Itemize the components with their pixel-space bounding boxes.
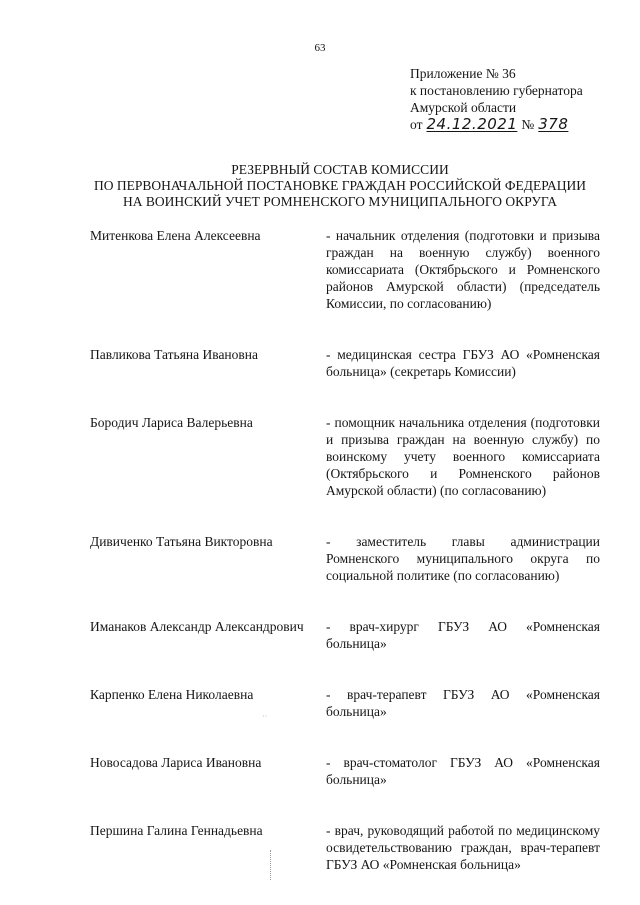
appendix-date-number (410, 116, 630, 133)
title-line-2: ПО ПЕРВОНАЧАЛЬНОЙ ПОСТАНОВКЕ ГРАЖДАН РОССИЙСКОЙ ФЕДЕРАЦИИ (93, 178, 587, 193)
member-role: - врач, руководящий работой по медицинскому освидетельствованию граждан, врач-терапевт ГБУЗ АО «Ромненская больница» (326, 823, 600, 872)
appendix-label: Приложение № 36 (410, 66, 516, 81)
member-role: - врач-хирург ГБУЗ АО «Ромненская больница» (326, 619, 600, 651)
member-row (90, 227, 600, 312)
member-name: Иманаков Александр Александрович (90, 619, 304, 634)
member-role: - помощник начальника отделения (подготовки и призыва граждан на военную службу) по воинскому учету военного комиссариата (Октябрьского и Ромненского районов Амурской области) (по согласованию) (326, 415, 600, 498)
member-row (90, 533, 600, 584)
scan-artifact (270, 850, 273, 880)
member-role: - начальник отделения (подготовки и призыва граждан на военную службу) военного комиссариата (Октябрьского и Ромненского районов Амурской области) (председатель Комиссии, по согласованию) (326, 228, 600, 311)
member-row (90, 618, 600, 652)
member-name: Новосадова Лариса Ивановна (90, 755, 262, 770)
document-title (40, 162, 640, 210)
member-name: Карпенко Елена Николаевна (90, 687, 254, 702)
member-role: - врач-стоматолог ГБУЗ АО «Ромненская больница» (326, 755, 600, 787)
member-name: Першина Галина Геннадьевна (90, 823, 263, 838)
title-line-1: РЕЗЕРВНЫЙ СОСТАВ КОМИССИИ (231, 162, 449, 177)
member-row (90, 414, 600, 499)
member-name: Митенкова Елена Алексеевна (90, 228, 261, 243)
member-row (90, 346, 600, 380)
member-role: - врач-терапевт ГБУЗ АО «Ромненская больница» (326, 687, 600, 719)
number-prefix: № (521, 117, 535, 132)
scan-speck: ·· (262, 712, 268, 721)
commission-roster (90, 227, 600, 873)
date-prefix: от (410, 117, 423, 132)
member-row (90, 754, 600, 788)
member-role: - заместитель главы администрации Ромненского муниципального округа по социальной политике (по согласованию) (326, 534, 600, 583)
member-row (90, 822, 600, 873)
appendix-region: Амурской области (410, 100, 517, 115)
member-name: Бородич Лариса Валерьевна (90, 415, 253, 430)
appendix-reference: к постановлению губернатора (410, 83, 583, 98)
member-role: - медицинская сестра ГБУЗ АО «Ромненская больница» (секретарь Комиссии) (326, 347, 600, 379)
member-name: Павликова Татьяна Ивановна (90, 347, 258, 362)
page-number: 63 (314, 42, 326, 54)
member-name: Дивиченко Татьяна Викторовна (90, 534, 273, 549)
appendix-header (410, 65, 630, 133)
title-line-3: НА ВОИНСКИЙ УЧЕТ РОМНЕНСКОГО МУНИЦИПАЛЬНОГО ОКРУГА (122, 194, 558, 209)
handwritten-date: 24.12.2021 (426, 115, 518, 133)
handwritten-number: 378 (538, 115, 569, 133)
member-row (90, 686, 600, 720)
